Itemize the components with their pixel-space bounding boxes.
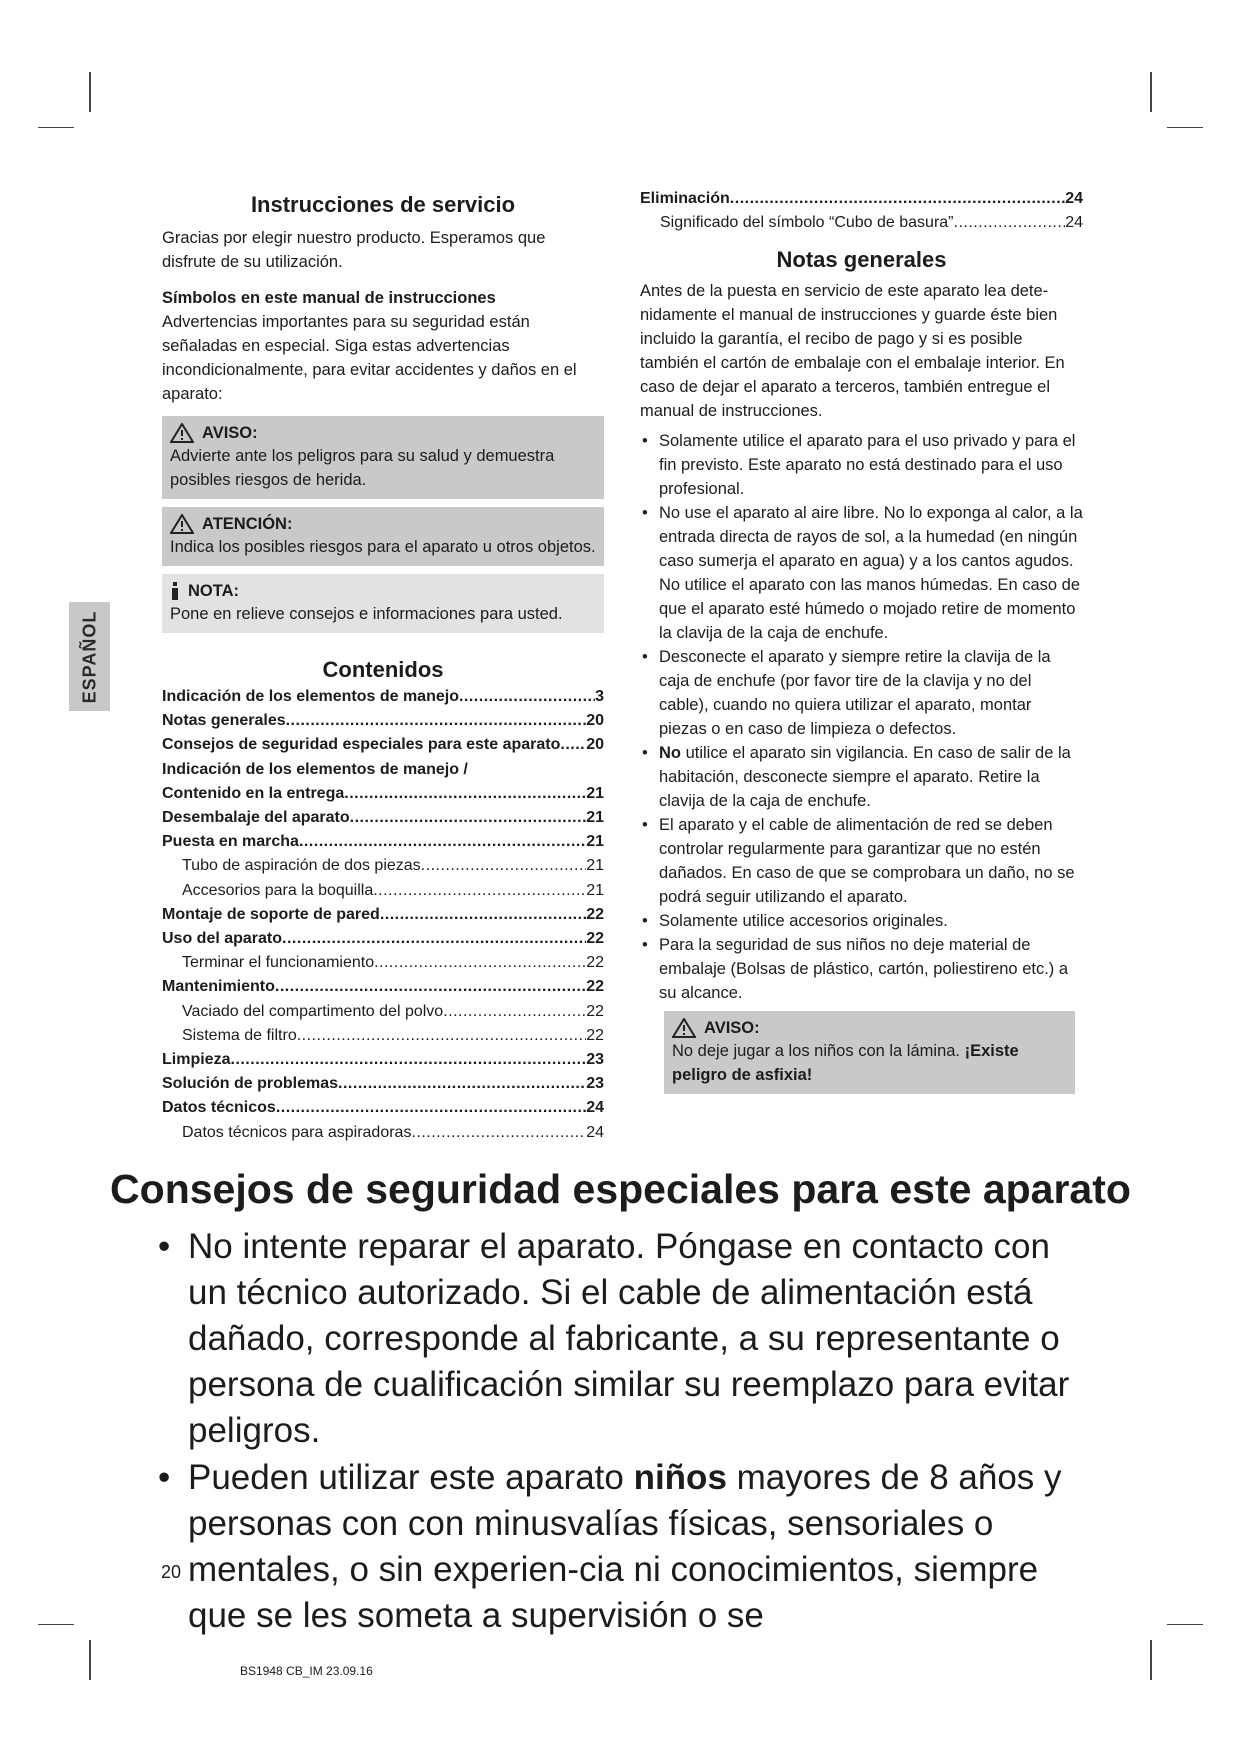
toc-entry-page: 21 [586,784,604,802]
crop-mark [38,127,74,128]
document-code: BS1948 CB_IM 23.09.16 [240,1664,373,1678]
toc-entry-page: 21 [586,809,604,827]
toc-entry-label: Sistema de filtro [182,1026,297,1044]
toc-entry-label: Significado del símbolo “Cubo de basura” [660,214,954,232]
toc-entry [640,187,1083,211]
toc-entry [162,1048,604,1072]
toc-entry-label: Contenido en la entrega [162,784,345,802]
language-tab [69,602,110,711]
toc-leader [411,1121,586,1145]
toc-entry-page: 23 [586,1051,604,1069]
safety-section-title: Consejos de seguridad especiales para este aparato [110,1166,1131,1212]
instructions-title: Instrucciones de servicio [250,192,516,217]
toc-entry-label: Eliminación [640,190,730,207]
crop-mark [1167,127,1203,128]
list-item: • No utilice el aparato sin vigilancia. En caso de salir de la habitación, desconecte siempre el aparato. Retire la clavija de la caja de enchufe. [640,741,1083,813]
warning-icon [672,1018,696,1038]
crop-mark [89,1640,91,1680]
toc-entry [162,1024,604,1048]
toc-leader [286,709,587,733]
toc-leader [374,951,586,975]
aviso-title: AVISO: [202,424,258,442]
toc-entry-label: Limpieza [162,1051,231,1069]
toc-entry [162,1072,604,1096]
list-item: • El aparato y el cable de alimentación de red se deben controlar regularmente para garantizar que no estén dañados. En caso de que se comprobara un daño, no se podrá seguir utilizando el aparato. [640,813,1083,909]
symbols-text: Advertencias importantes para su seguridad están señaladas en especial. Siga estas advertencias incondicionalmente, para evitar accidentes y daños en el aparato: [162,313,577,403]
toc-leader [275,975,586,999]
toc-entry-page: 20 [586,736,604,754]
toc-entry-page: 22 [586,905,604,923]
toc-entry-page: 24 [586,1123,604,1141]
toc-leader [344,782,586,806]
crop-mark [89,72,91,112]
right-column [640,192,1083,1094]
toc-leader [380,903,586,927]
toc-entry-label: Datos técnicos para aspiradoras [182,1123,412,1141]
child-warning-text: No deje jugar a los niños con la lámina. ¡Existe peligro de asfixia! [672,1042,1019,1085]
toc-entry [162,1000,604,1024]
toc-entry-label: Terminar el funcionamiento [182,954,375,972]
toc-entry [162,975,604,999]
left-column [162,192,604,1145]
toc-leader [299,830,586,854]
list-item: • Para la seguridad de sus niños no deje material de embalaje (Bolsas de plástico, cartón, poliestireno etc.) a su alcance. [640,933,1083,1005]
atencion-text: Indica los posibles riesgos para el aparato u otros objetos. [170,538,596,556]
toc-entry [162,951,604,975]
nota-box [162,574,604,633]
nota-text: Pone en relieve consejos e informaciones para usted. [170,605,563,623]
toc-entry [162,758,604,782]
table-of-contents [162,685,604,1145]
toc-entry-page: 22 [586,1002,604,1020]
toc-entry-page: 22 [586,978,604,996]
toc-leader [297,1024,586,1048]
toc-entry-label: Indicación de los elementos de manejo [162,688,459,705]
table-of-contents-continued [640,187,1083,235]
atencion-box [162,507,604,566]
toc-entry-label: Consejos de seguridad especiales para este aparato [162,736,561,754]
toc-entry-page: 23 [586,1075,604,1093]
crop-mark [1167,1624,1203,1625]
toc-entry-label: Indicación de los elementos de manejo / [162,760,468,778]
toc-entry-page: 24 [1065,190,1083,207]
toc-leader [350,806,587,830]
crop-mark [38,1624,74,1625]
aviso-text: Advierte ante los peligros para su salud y demuestra posibles riesgos de herida. [170,447,555,489]
toc-entry-page: 21 [586,881,604,899]
contents-title: Contenidos [322,657,444,682]
child-warning-box [664,1011,1075,1094]
toc-entry [162,903,604,927]
crop-mark [1150,1640,1152,1680]
toc-entry [162,782,604,806]
toc-entry-page: 24 [586,1099,604,1117]
toc-entry-page: 21 [586,833,604,851]
list-item: • Solamente utilice accesorios originales. [640,909,1083,933]
toc-entry [162,1121,604,1145]
list-item: • Pueden utilizar este aparato niños mayores de 8 años y personas con con minusvalías físicas, sensoriales o mentales, o sin experien-cia ni conocimientos, siempre que se les someta a supervisión o se [158,1455,1088,1639]
toc-leader [560,733,586,757]
toc-leader [421,854,587,878]
aviso-box [162,416,604,499]
toc-entry-label: Puesta en marcha [162,833,299,851]
toc-entry-label: Notas generales [162,712,286,730]
language-tab-label: ESPAÑOL [79,610,99,703]
toc-leader [954,211,1066,235]
warning-icon [170,423,194,443]
toc-entry-label: Accesorios para la boquilla [182,881,374,899]
info-icon [170,581,180,601]
intro-text: Gracias por elegir nuestro producto. Esperamos que disfrute de su utilización. [162,229,546,271]
toc-entry-page: 3 [595,688,604,705]
child-warning-title: AVISO: [704,1019,760,1038]
toc-entry [162,854,604,878]
warning-icon [170,514,194,534]
list-item: • Solamente utilice el aparato para el uso privado y para el fin previsto. Este aparato no está destinado para el uso profesional. [640,429,1083,501]
list-item: • No intente reparar el aparato. Póngase en contacto con un técnico autorizado. Si el cable de alimentación está dañado, corresponde al fabricante, a su representante o persona de cualificación similar su reemplazo para evitar peligros. [158,1224,1088,1454]
toc-entry-label: Solución de problemas [162,1075,339,1093]
toc-entry-label: Tubo de aspiración de dos piezas [182,857,421,875]
toc-entry-label: Vaciado del compartimento del polvo [182,1002,444,1020]
list-item: • Desconecte el aparato y siempre retire la clavija de la caja de enchufe (por favor tire de la clavija y no del cable), cuando no quiera utilizar el aparato, montar piezas o en caso de limpieza o defectos. [640,645,1083,741]
toc-entry-page: 22 [586,930,604,948]
nota-title: NOTA: [188,582,240,600]
toc-entry [162,709,604,733]
toc-entry-page: 20 [586,712,604,730]
toc-leader [373,879,586,903]
toc-entry-label: Datos técnicos [162,1099,276,1117]
symbols-heading: Símbolos en este manual de instrucciones [162,289,496,307]
toc-entry-page: 21 [586,857,604,875]
crop-mark [1150,72,1152,112]
general-notes-title: Notas generales [776,247,947,273]
toc-entry-page: 24 [1065,214,1083,232]
toc-entry [162,733,604,757]
toc-entry [640,211,1083,235]
general-notes-text: Antes de la puesta en servicio de este aparato lea dete-nidamente el manual de instrucciones y guarde éste bien incluido la garantía, el recibo de pago y si es posible también el cartón de embalaje con el embalaje interior. En caso de dejar el aparato a terceros, también entregue el manual de instrucciones. [640,282,1065,421]
toc-entry [162,1096,604,1120]
toc-entry [162,830,604,854]
page-number: 20 [161,1562,182,1582]
toc-entry-page: 22 [586,954,604,972]
toc-entry [162,685,604,709]
toc-leader [459,685,595,709]
toc-entry-label: Desembalaje del aparato [162,809,350,827]
toc-entry [162,879,604,903]
toc-leader [230,1048,586,1072]
toc-entry [162,806,604,830]
toc-entry [162,927,604,951]
toc-leader [730,187,1065,211]
list-item: • No use el aparato al aire libre. No lo exponga al calor, a la entrada directa de rayos de sol, a la humedad (en ningún caso sumerja el aparato en agua) y a los cantos agudos. No utilice el aparato con las manos húmedas. En caso de que el aparato esté húmedo o mojado retire de momento la clavija de la caja de enchufe. [640,501,1083,645]
safety-list [158,1224,1088,1640]
toc-leader [338,1072,586,1096]
toc-entry-label: Montaje de soporte de pared [162,905,380,923]
toc-entry-label: Uso del aparato [162,930,283,948]
toc-leader [282,927,586,951]
atencion-title: ATENCIÓN: [202,515,293,533]
toc-entry-label: Mantenimiento [162,978,275,996]
toc-entry-page: 22 [586,1026,604,1044]
toc-leader [443,1000,586,1024]
general-notes-list [640,429,1083,1005]
toc-leader [276,1096,586,1120]
